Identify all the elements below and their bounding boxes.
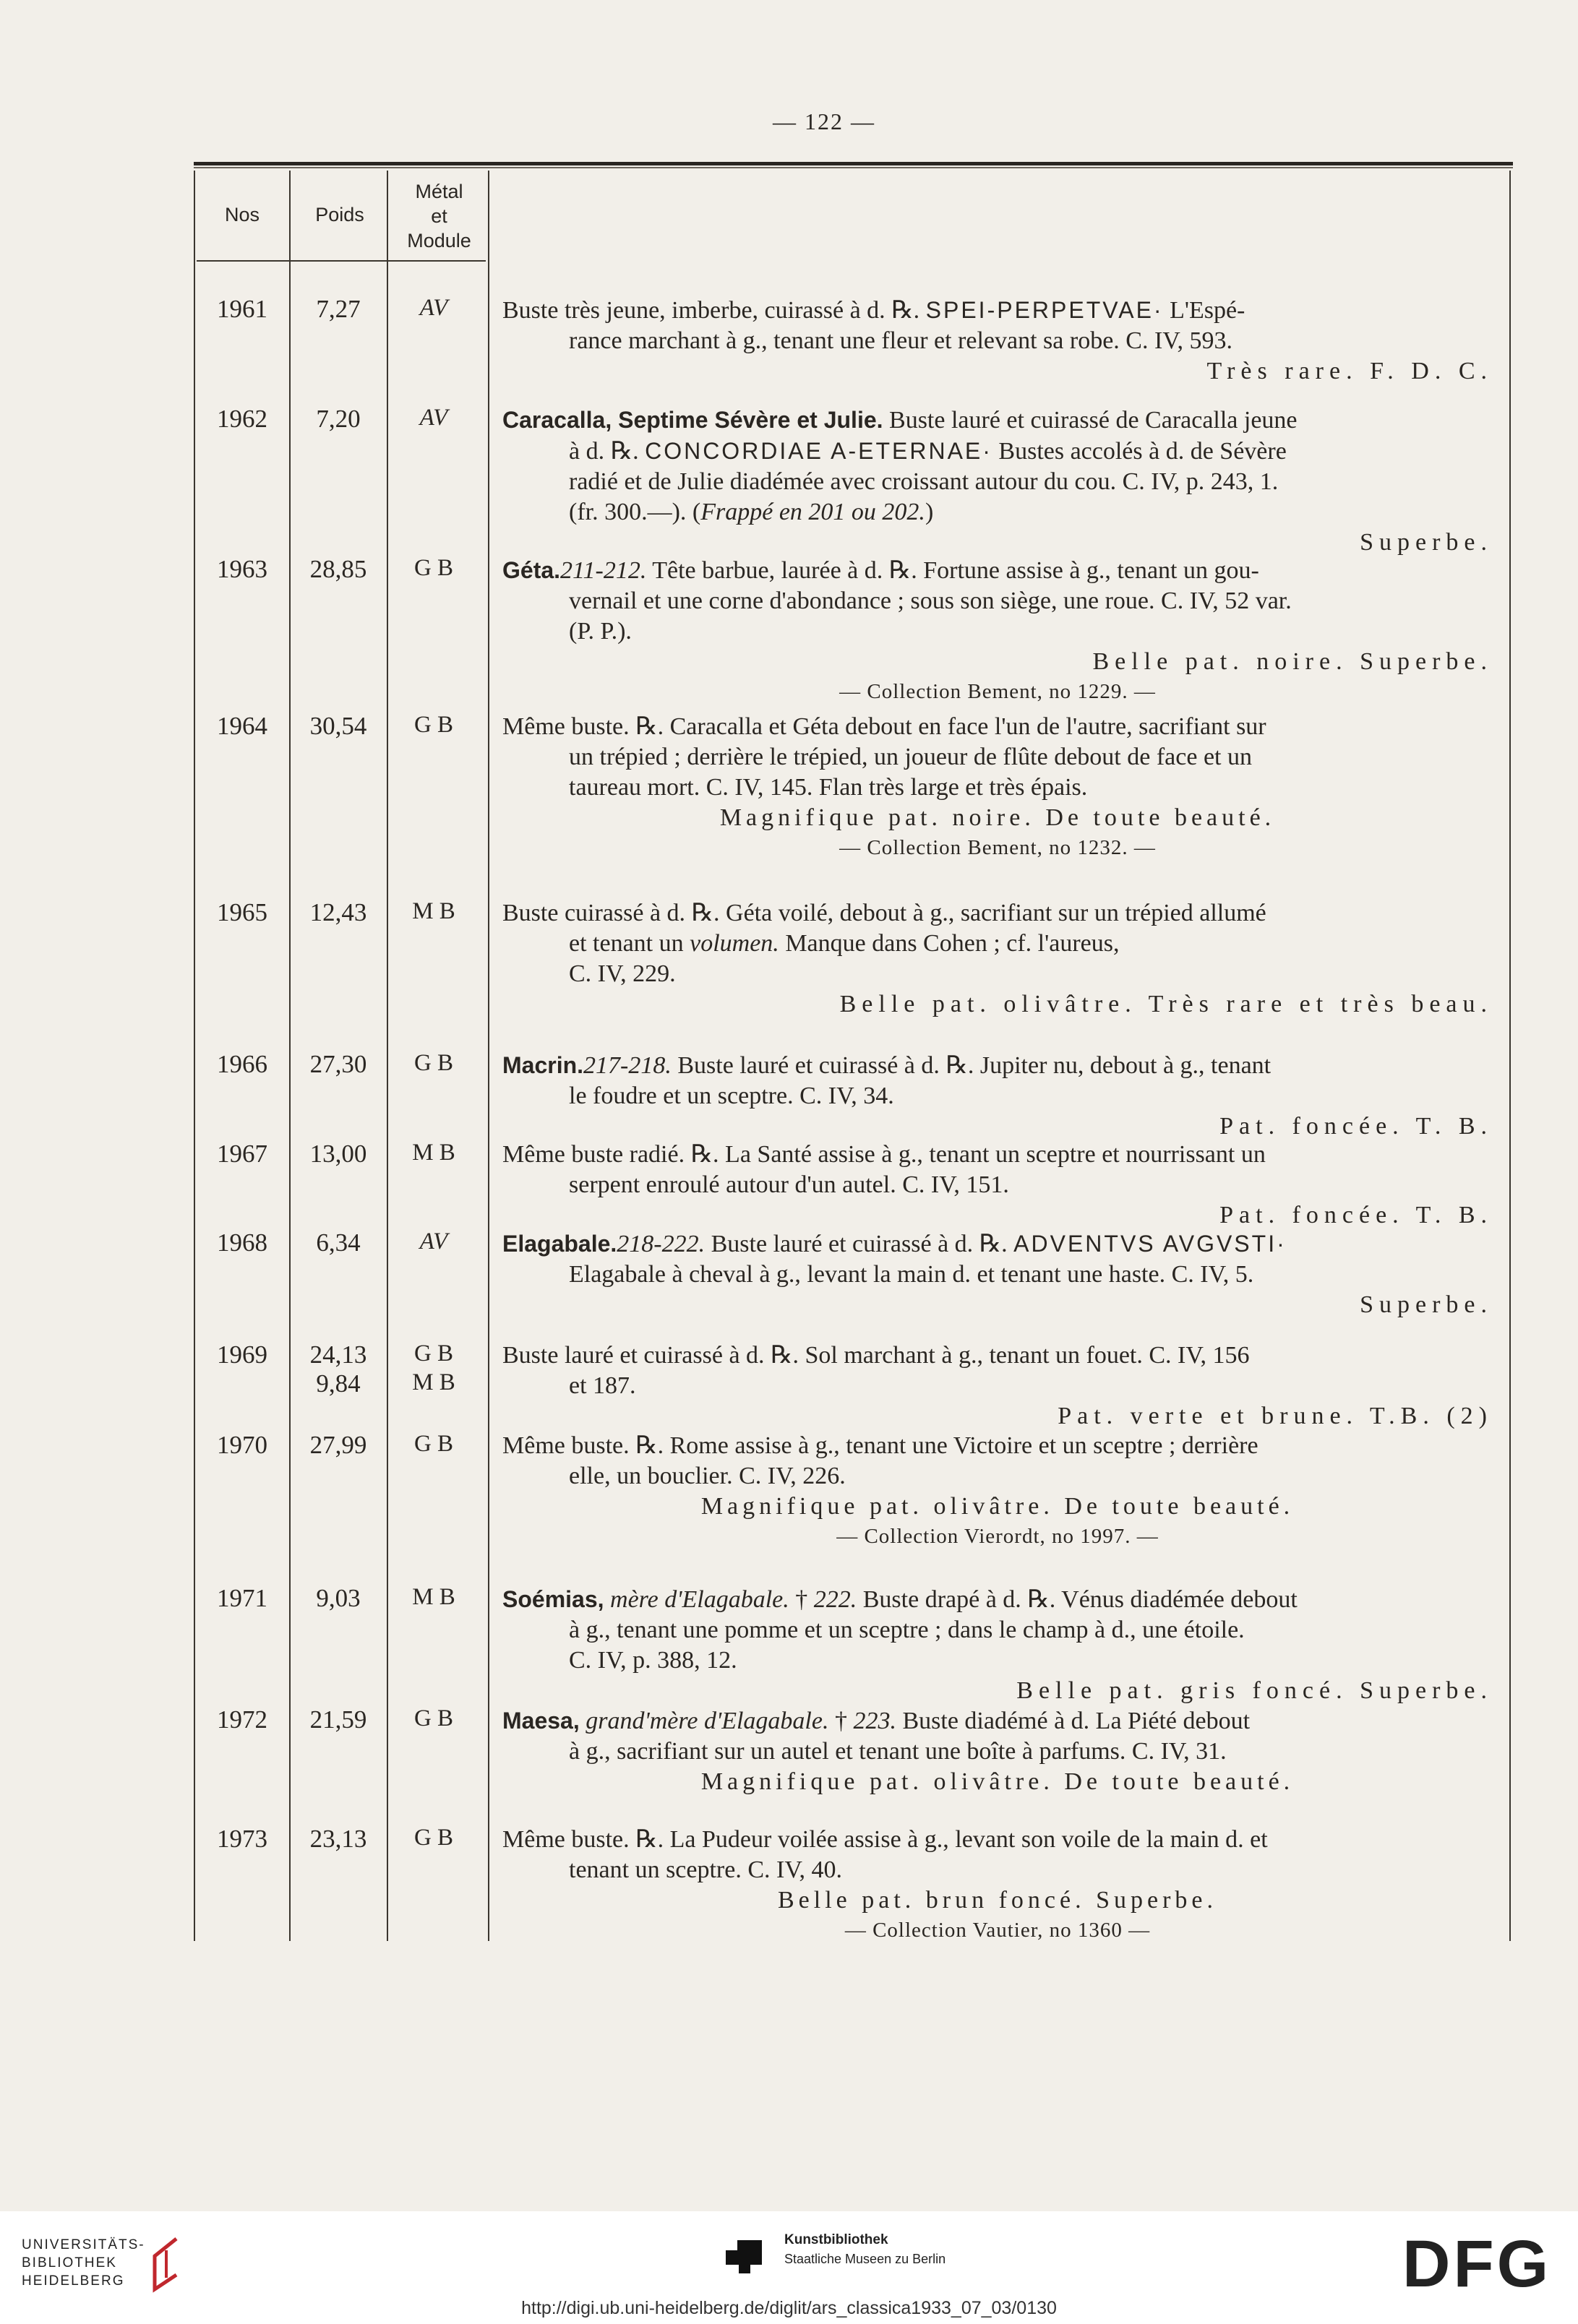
metal-module-second: M B [412,1369,455,1395]
description-line [502,1371,1493,1401]
description-line [502,742,1493,772]
catalog-number: 1968 [217,1228,267,1257]
text-segment: elle, un bouclier. C. IV, 226. [569,1463,846,1489]
italic-segment: 211-212. [560,557,647,584]
weight: 21,59 [309,1705,367,1734]
italic-segment: 222. [813,1586,857,1613]
text-segment: Superbe. [1360,1291,1493,1318]
description-line [502,1228,1493,1260]
weight: 23,13 [309,1825,367,1853]
header-metal-line3: Module [407,230,471,251]
weight: 9,03 [316,1584,361,1612]
text-segment: Même buste. ℞. Caracalla et Géta debout en face l'un de l'autre, sacrifiant sur [502,713,1266,740]
description-line [502,1615,1493,1645]
description-line [502,1081,1493,1111]
header-metal-line2: et [431,205,447,227]
condition-note [502,1492,1493,1522]
entry-description [502,898,1493,1020]
legend-inscription: CONCORDIAE A-ETERNAE· [645,438,992,464]
description-line [502,326,1493,356]
italic-segment: grand'mère d'Elagabale. [579,1708,829,1734]
description-line [502,1584,1493,1615]
condition-note [502,647,1493,677]
text-segment: tenant un sceptre. C. IV, 40. [569,1856,843,1883]
header-metal-line1: Métal [415,181,463,202]
italic-segment: Frappé en 201 ou 202. [700,499,925,525]
entry-description [502,1584,1493,1706]
text-segment: Buste lauré et cuirassé à d. ℞. Sol marchant à g., tenant un fouet. C. IV, 156 [502,1342,1250,1369]
description-line [502,1825,1493,1855]
ruler-name: Caracalla, Septime Sévère et Julie. [502,407,883,433]
weight: 6,34 [316,1228,361,1257]
text-segment: Belle pat. brun foncé. Superbe. [777,1887,1218,1914]
description-line [502,1645,1493,1676]
uni-line-1: UNIVERSITÄTS- [22,2237,145,2252]
metal-module: M B [412,898,455,924]
text-segment: L'Espé- [1163,297,1245,324]
text-segment: (P. P.). [569,618,632,645]
catalog-number: 1972 [217,1705,267,1734]
source-url[interactable]: http://digi.ub.uni-heidelberg.de/diglit/ars_classica1933_07_03/0130 [521,2298,1057,2318]
metal-module: G B [413,1705,454,1731]
ruler-name: Géta. [502,557,561,583]
description-line [502,555,1493,586]
text-segment: serpent enroulé autour d'un autel. C. IV, 151. [569,1171,1009,1198]
description-line [502,1170,1493,1200]
header-underline [197,260,486,262]
column-divider [387,171,388,1941]
catalog-number: 1967 [217,1140,267,1168]
text-segment: Belle pat. olivâtre. Très rare et très beau. [839,991,1493,1017]
text-segment: et 187. [569,1372,636,1399]
description-line [502,497,1493,528]
kb-title: Kunstbibliothek [784,2232,888,2247]
entry-description [502,1825,1493,1945]
text-segment: Buste très jeune, imberbe, cuirassé à d. ℞. [502,297,926,324]
text-segment: vernail et une corne d'abondance ; sous son siège, une roue. C. IV, 52 var. [569,588,1292,614]
text-segment: C. IV, p. 388, 12. [569,1647,737,1674]
description-line [502,1050,1493,1081]
text-segment: — Collection Bement, no 1232. — [839,836,1156,859]
text-segment: Pat. foncée. T. B. [1219,1202,1493,1228]
entry-description [502,1705,1493,1797]
metal-module: G B [413,555,454,581]
italic-segment: 223. [853,1708,896,1734]
weight: 30,54 [309,712,367,740]
collection-note [502,1522,1493,1551]
entry-description [502,1140,1493,1231]
text-segment: radié et de Julie diadémée avec croissant autour du cou. C. IV, p. 243, 1. [569,468,1279,495]
metal-module: G B [413,1050,454,1076]
text-segment: Même buste. ℞. Rome assise à g., tenant une Victoire et un sceptre ; derrière [502,1432,1258,1459]
condition-note [502,356,1493,387]
condition-note [502,1401,1493,1432]
entry-description [502,1228,1493,1320]
text-segment: à g., sacrifiant sur un autel et tenant une boîte à parfums. C. IV, 31. [569,1738,1227,1765]
description-line [502,1705,1493,1736]
description-line [502,1340,1493,1371]
description-line [502,898,1493,929]
description-line [502,1461,1493,1492]
metal-module: G B [413,1340,454,1367]
text-segment: Magnifique pat. noire. De toute beauté. [719,804,1276,831]
condition-note [502,528,1493,558]
text-segment: — Collection Vautier, no 1360 — [844,1919,1151,1942]
text-segment: Même buste. ℞. La Pudeur voilée assise à g., levant son voile de la main d. et [502,1826,1268,1853]
text-segment: Elagabale à cheval à g., levant la main d. et tenant une haste. C. IV, 5. [569,1261,1254,1288]
collection-note [502,1916,1493,1945]
description-line [502,295,1493,326]
weight: 24,13 [309,1340,367,1369]
description-line [502,1140,1493,1170]
text-segment: Même buste radié. ℞. La Santé assise à g., tenant un sceptre et nourrissant un [502,1141,1266,1168]
heidelberg-logo-icon [145,2234,185,2297]
text-segment: Buste lauré et cuirassé à d. ℞. [705,1231,1014,1257]
condition-note [502,803,1493,833]
description-line [502,405,1493,436]
ruler-name: Maesa, [502,1708,580,1734]
text-segment: taureau mort. C. IV, 145. Flan très large et très épais. [569,774,1088,801]
ruler-name: Macrin. [502,1052,584,1078]
text-segment: Bustes accolés à d. de Sévère [992,438,1287,465]
weight: 27,99 [309,1431,367,1459]
text-segment: C. IV, 229. [569,960,676,987]
description-line [502,1431,1493,1461]
text-segment: † [828,1708,854,1734]
text-segment: Magnifique pat. olivâtre. De toute beauté. [700,1493,1295,1520]
catalog-number: 1965 [217,898,267,926]
condition-note [502,1111,1493,1142]
catalog-number: 1973 [217,1825,267,1853]
metal-module: G B [413,1431,454,1457]
header-metal [390,179,488,253]
column-divider [289,171,291,1941]
collection-note [502,833,1493,862]
italic-segment: 217-218. [583,1052,672,1079]
text-segment: Superbe. [1360,529,1493,556]
catalog-number: 1964 [217,712,267,740]
kb-subtitle: Staatliche Museen zu Berlin [784,2252,946,2266]
text-segment: rance marchant à g., tenant une fleur et relevant sa robe. C. IV, 593. [569,327,1232,354]
catalog-number: 1961 [217,295,267,323]
description-line [502,467,1493,497]
metal-module: M B [412,1584,455,1610]
catalog-number: 1962 [217,405,267,433]
text-segment: Pat. verte et brune. T.B. (2) [1058,1403,1493,1429]
kunstbibliothek-label [784,2230,1073,2268]
text-segment: Buste lauré et cuirassé à d. ℞. Jupiter nu, debout à g., tenant [671,1052,1272,1079]
catalog-number: 1971 [217,1584,267,1612]
text-segment: Tête barbue, laurée à d. ℞. Fortune assise à g., tenant un gou- [646,557,1259,584]
text-segment: Belle pat. noire. Superbe. [1092,648,1493,675]
description-line [502,436,1493,467]
text-segment: — Collection Bement, no 1229. — [839,680,1156,703]
entry-description [502,1050,1493,1142]
catalog-number: 1969 [217,1340,267,1369]
description-line [502,772,1493,803]
catalog-number: 1970 [217,1431,267,1459]
metal-module: AV [419,405,448,431]
uni-line-2: BIBLIOTHEK [22,2255,117,2271]
text-segment: Très rare. F. D. C. [1206,358,1493,384]
text-segment: Buste diadémé à d. La Piété debout [896,1708,1251,1734]
description-line [502,1260,1493,1290]
italic-segment: volumen. [690,930,779,957]
text-segment: Buste lauré et cuirassé de Caracalla jeune [883,407,1298,434]
entry-description [502,712,1493,862]
description-line [502,616,1493,647]
text-segment: le foudre et un sceptre. C. IV, 34. [569,1083,894,1109]
condition-note [502,1885,1493,1916]
legend-inscription: SPEI-PERPETVAE· [925,297,1164,323]
weight: 7,27 [316,295,361,323]
description-line [502,712,1493,742]
entry-description [502,1340,1493,1432]
header-poids: Poids [315,204,364,225]
text-segment: à g., tenant une pomme et un sceptre ; dans le champ à d., une étoile. [569,1617,1245,1643]
weight: 7,20 [316,405,361,433]
entry-description [502,295,1493,387]
catalog-number: 1966 [217,1050,267,1078]
description-line [502,586,1493,616]
header-nos: Nos [224,204,260,225]
metal-module: G B [413,1825,454,1851]
top-rule-thin [194,167,1513,168]
condition-note [502,1676,1493,1706]
text-segment: Manque dans Cohen ; cf. l'aureus, [779,930,1120,957]
text-segment: un trépied ; derrière le trépied, un joueur de flûte debout de face et un [569,744,1252,770]
metal-module: M B [412,1140,455,1166]
legend-inscription: ADVENTVS AVGVSTI· [1013,1231,1287,1257]
collection-note [502,677,1493,706]
description-line [502,959,1493,989]
italic-segment: 218-222. [617,1231,706,1257]
text-segment: (fr. 300.—). ( [569,499,701,525]
text-segment: Belle pat. gris foncé. Superbe. [1016,1677,1493,1704]
text-segment: Buste cuirassé à d. ℞. Géta voilé, debout à g., sacrifiant sur un trépied allumé [502,900,1266,926]
entry-description [502,555,1493,706]
page-number: — 122 — [773,108,875,134]
metal-module: G B [413,712,454,738]
description-line [502,929,1493,959]
dfg-logo: DFG [1402,2227,1552,2301]
weight: 28,85 [309,555,367,583]
text-segment: et tenant un [569,930,690,957]
description-line [502,1855,1493,1885]
metal-module: AV [419,295,448,321]
text-segment: † [789,1586,814,1613]
column-divider [1509,171,1511,1941]
kunstbibliothek-logo-icon [723,2234,766,2278]
italic-segment: mère d'Elagabale. [604,1586,789,1613]
entry-description [502,405,1493,558]
text-segment: ) [925,499,934,525]
ruler-name: Elagabale. [502,1231,617,1257]
catalog-number: 1963 [217,555,267,583]
metal-module: AV [419,1228,448,1254]
text-segment: — Collection Vierordt, no 1997. — [836,1525,1159,1548]
condition-note [502,989,1493,1020]
text-segment: Buste drapé à d. ℞. Vénus diadémée debout [857,1586,1298,1613]
condition-note [502,1290,1493,1320]
weight: 12,43 [309,898,367,926]
weight-second: 9,84 [316,1369,361,1398]
ruler-name: Soémias, [502,1586,604,1612]
text-segment: Magnifique pat. olivâtre. De toute beauté. [700,1768,1295,1795]
condition-note [502,1767,1493,1797]
weight: 13,00 [309,1140,367,1168]
top-rule [194,162,1513,165]
description-line [502,1736,1493,1767]
text-segment: Pat. foncée. T. B. [1219,1113,1493,1140]
weight: 27,30 [309,1050,367,1078]
column-divider [488,171,489,1941]
uni-line-3: HEIDELBERG [22,2273,125,2289]
condition-note [502,1200,1493,1231]
entry-description [502,1431,1493,1551]
text-segment: à d. ℞. [569,438,646,465]
